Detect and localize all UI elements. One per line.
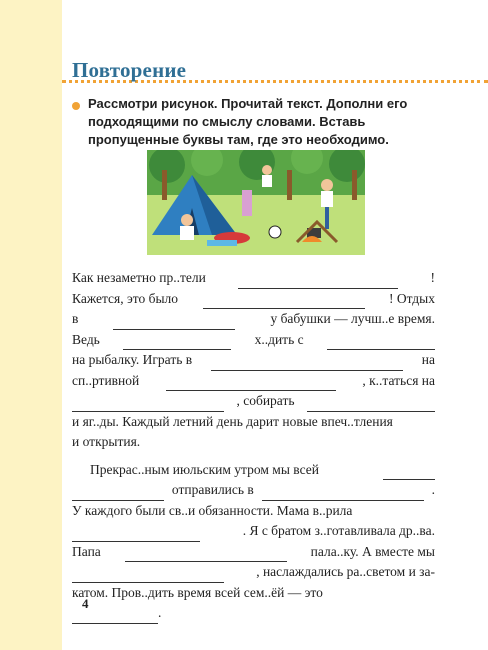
bullet-icon [72, 102, 80, 110]
answer-blank[interactable] [166, 376, 336, 391]
text-line: , собирать [72, 391, 435, 412]
answer-blank[interactable] [211, 356, 403, 371]
answer-blank[interactable] [72, 397, 224, 412]
text-line: . Я с братом з..готавливала др..ва. [72, 521, 435, 542]
text-line: Папа пала..ку. А вместе мы [72, 542, 435, 563]
answer-blank[interactable] [72, 568, 224, 583]
text-line: и открытия. [72, 434, 141, 449]
answer-blank[interactable] [203, 294, 365, 309]
answer-blank[interactable] [72, 527, 200, 542]
text-line: Кажется, это было ! Отдых [72, 289, 435, 310]
answer-blank[interactable] [238, 274, 398, 289]
task-instruction: Рассмотри рисунок. Прочитай текст. Дополни его подходящими по смыслу словами. Вставь пропущенные буквы там, где это необходимо. [88, 96, 408, 147]
page-title: Повторение [72, 58, 187, 82]
text-line: на рыбалку. Играть в на [72, 350, 435, 371]
text-line: катом. Пров..дить время всей сем..ёй — это [72, 584, 323, 600]
text-line: У каждого были св..и обязанности. Мама в..рила [72, 502, 353, 518]
answer-blank[interactable] [125, 547, 287, 562]
text-line: в у бабушки — лучш..е время. [72, 309, 435, 330]
answer-blank[interactable] [383, 465, 435, 480]
answer-blank[interactable] [327, 335, 435, 350]
exercise-text [72, 268, 435, 624]
answer-blank[interactable] [113, 315, 235, 330]
margin-band [0, 0, 62, 650]
answer-blank[interactable] [307, 397, 435, 412]
answer-blank[interactable] [72, 486, 164, 501]
text-line: Ведь х..дить с [72, 330, 435, 351]
answer-blank[interactable] [123, 335, 231, 350]
text-line: сп..ртивной , к..таться на [72, 371, 435, 392]
text-line: . [72, 603, 435, 624]
page-number: 4 [82, 596, 89, 611]
text-line: и яг..ды. Каждый летний день дарит новые впеч..тления [72, 413, 393, 429]
text-line: Прекрас..ным июльским утром мы всей [72, 460, 435, 481]
answer-blank[interactable] [262, 486, 424, 501]
camping-scene-icon [147, 150, 365, 255]
text-line: отправились в . [72, 480, 435, 501]
text-line: Как незаметно пр..тели ! [72, 268, 435, 289]
text-line: , наслаждались ра..светом и за- [72, 562, 435, 583]
